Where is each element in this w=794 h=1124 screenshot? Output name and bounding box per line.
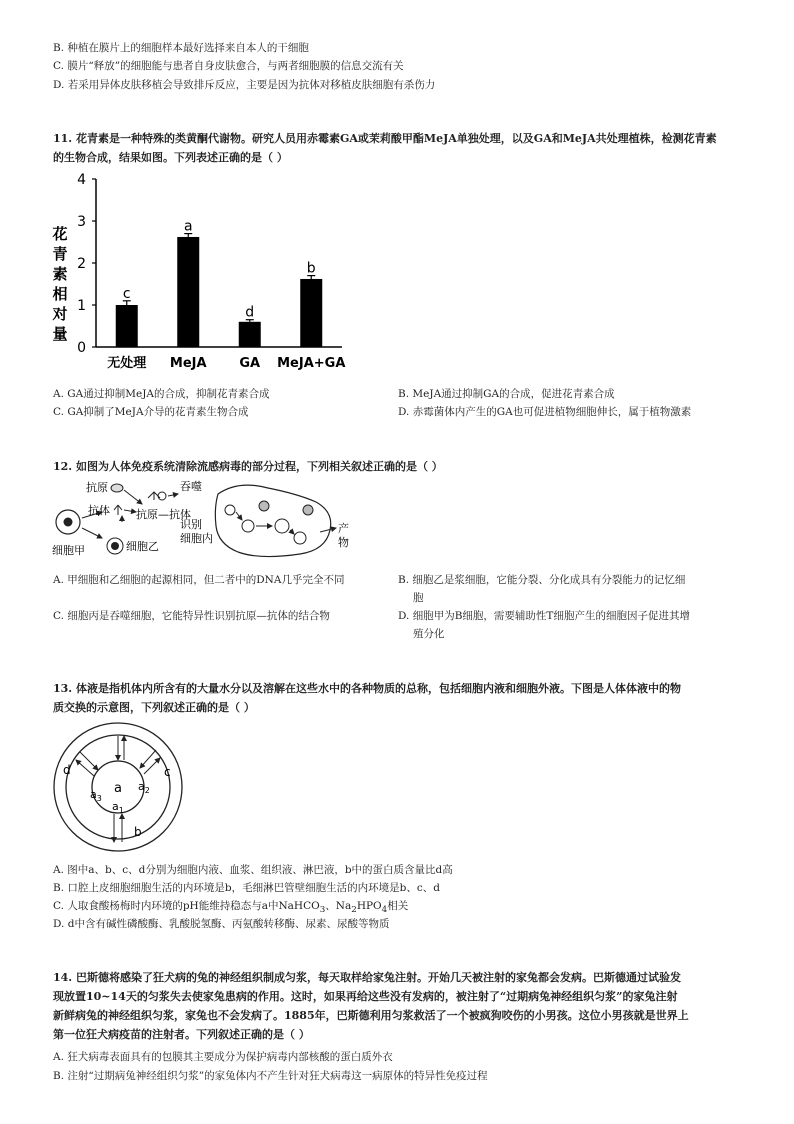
significance-letter-0: c xyxy=(122,285,131,302)
y-label-char-5: 量 xyxy=(52,325,68,343)
label-a3-sub: 3 xyxy=(96,794,102,803)
y-tick-label-0: 0 xyxy=(77,340,86,356)
q12-option-b-line1: B. 细胞乙是浆细胞，它能分裂、分化成具有分裂能力的记忆细 xyxy=(398,574,686,586)
y-tick-label-3: 3 xyxy=(77,214,86,230)
label-a1: a xyxy=(112,800,119,813)
q11-option-c: C. GA抑制了MeJA介导的花青素生物合成 xyxy=(53,406,249,418)
q11-stem-line1: 11. 花青素是一种特殊的类黄酮代谢物。研究人员用赤霉素GA或茉莉酸甲酯MeJA单独处理，以及GA和MeJA共处理植株，检测花青素 xyxy=(53,132,717,145)
category-label-2: GA xyxy=(239,356,261,371)
bar-3 xyxy=(300,279,322,347)
category-label-0: 无处理 xyxy=(107,356,147,371)
q13-stem-line1: 13. 体液是指机体内所含有的大量水分以及溶解在这些水中的各种物质的总称，包括细胞内液和细胞外液。下图是人体体液中的物 xyxy=(53,682,681,695)
y-tick-label-2: 2 xyxy=(77,256,86,272)
bar-2 xyxy=(239,322,261,347)
cell-yi-label: 细胞乙 xyxy=(126,540,159,553)
antibody-icon xyxy=(114,505,122,515)
complex-label: 抗原—抗体 xyxy=(136,508,191,521)
q14-stem-line3: 新鲜病兔的神经组织匀浆，家兔也不会发病了。1885年，巴斯德利用匀浆救活了一个被疯狗咬伤的小男孩。这位小男孩就是世界上 xyxy=(53,1009,689,1022)
label-d: d xyxy=(63,763,71,777)
label-a1-sub: 1 xyxy=(118,806,124,815)
label-a2: a xyxy=(138,780,145,793)
antigen-icon xyxy=(111,484,123,492)
category-label-1: MeJA xyxy=(169,356,207,371)
svg-text:a1 xyxy=(112,800,124,815)
q13-option-a: A. 图中a、b、c、d分别为细胞内液、血浆、组织液、淋巴液，b中的蛋白质含量比d高 xyxy=(53,864,453,876)
label-a: a xyxy=(114,781,122,796)
y-tick-label-1: 1 xyxy=(77,298,86,314)
q12-option-d-line1: D. 细胞甲为B细胞，需要辅助性T细胞产生的细胞因子促进其增 xyxy=(398,610,690,622)
y-axis-label xyxy=(51,225,67,343)
q10-option-c: C. 膜片“释放”的细胞能与患者自身皮肤愈合，与两者细胞膜的信息交流有关 xyxy=(53,60,404,72)
q14-stem-line2: 现放置10~14天的匀浆失去使家兔患病的作用。这时，如果再给这些没有发病的，被注射了“过期病兔神经组织匀浆”的家兔注射 xyxy=(53,990,678,1003)
q14-stem-line4: 第一位狂犬病疫苗的注射者。下列叙述正确的是（ ） xyxy=(53,1028,310,1041)
q14-option-b: B. 注射“过期病兔神经组织匀浆”的家兔体内不产生针对狂犬病毒这一病原体的特异性免疫过程 xyxy=(53,1070,488,1082)
q13-option-d: D. d中含有碱性磷酸酶、乳酸脱氢酶、丙氨酸转移酶、尿素、尿酸等物质 xyxy=(53,918,390,930)
q10-option-d: D. 若采用异体皮肤移植会导致排斥反应，主要是因为抗体对移植皮肤细胞有杀伤力 xyxy=(53,79,436,91)
q11-stem-line2: 的生物合成，结果如图。下列表述正确的是（ ） xyxy=(53,151,288,164)
y-label-char-0: 花 xyxy=(52,225,68,243)
q12-immune-diagram xyxy=(50,476,360,560)
chart-body xyxy=(77,172,345,371)
bar-0 xyxy=(116,305,138,347)
antigen-label: 抗原 xyxy=(86,481,108,494)
q14-stem-line1: 14. 巴斯德将感染了狂犬病的兔的神经组织制成匀浆，每天取样给家兔注射。开始几天被注射的家兔都会发病。巴斯德通过试验发 xyxy=(53,971,681,984)
category-label-3: MeJA+GA xyxy=(277,356,346,371)
q14-option-a: A. 狂犬病毒表面具有的包膜其主要成分为保护病毒内部核酸的蛋白质外衣 xyxy=(53,1051,393,1063)
y-label-char-2: 素 xyxy=(52,265,68,283)
significance-letter-1: a xyxy=(183,218,193,235)
label-a3: a xyxy=(90,788,97,801)
svg-text:a3 xyxy=(90,788,102,803)
q13-option-c: C. 人取食酸杨梅时内环境的pH能维持稳态与a中NaHCO$_3$、$Na_2HPO_4$相关 xyxy=(53,900,409,916)
product-label-2: 物 xyxy=(338,536,349,549)
y-label-char-1: 青 xyxy=(52,245,68,263)
q13-option-b: B. 口腔上皮细胞细胞生活的内环境是b，毛细淋巴管壁细胞生活的内环境是b、c、d xyxy=(53,882,440,894)
recognize-label: 识别 xyxy=(180,518,202,531)
y-label-char-3: 相 xyxy=(52,285,68,303)
significance-letter-3: b xyxy=(306,260,316,277)
engulf-label: 吞噬 xyxy=(180,480,202,493)
q11-option-b: B. MeJA通过抑制GA的合成，促进花青素合成 xyxy=(398,388,615,400)
product-label-1: 产 xyxy=(338,522,349,535)
significance-letter-2: d xyxy=(245,304,255,321)
label-a2-sub: 2 xyxy=(144,786,150,795)
svg-text:a2 xyxy=(138,780,150,795)
phagocyte-cell xyxy=(215,485,330,556)
y-label-char-4: 对 xyxy=(52,305,68,323)
q13-fluid-diagram xyxy=(50,720,190,855)
q12-option-d-line2: 殖分化 xyxy=(413,628,445,640)
q12-option-a: A. 甲细胞和乙细胞的起源相同，但二者中的DNA几乎完全不同 xyxy=(53,574,345,586)
q12-option-b-line2: 胞 xyxy=(413,592,424,604)
q10-option-b: B. 种植在膜片上的细胞样本最好选择来自本人的干细胞 xyxy=(53,42,309,54)
label-b: b xyxy=(134,825,142,839)
cell-jia-label: 细胞甲 xyxy=(52,544,85,557)
label-c: c xyxy=(164,765,171,779)
antibody-label: 抗体 xyxy=(88,504,110,517)
q11-option-a: A. GA通过抑制MeJA的合成，抑制花青素合成 xyxy=(53,388,270,400)
intracellular-label: 细胞内 xyxy=(180,532,213,545)
q12-stem: 12. 如图为人体免疫系统清除流感病毒的部分过程，下列相关叙述正确的是（ ） xyxy=(53,460,443,473)
q13-stem-line2: 质交换的示意图，下列叙述正确的是（ ） xyxy=(53,701,255,714)
q11-bar-chart xyxy=(50,165,350,380)
q11-option-d: D. 赤霉菌体内产生的GA也可促进植物细胞伸长，属于植物激素 xyxy=(398,406,692,418)
y-tick-label-4: 4 xyxy=(77,172,86,188)
q12-option-c: C. 细胞丙是吞噬细胞，它能特异性识别抗原—抗体的结合物 xyxy=(53,610,330,622)
bar-1 xyxy=(177,237,199,347)
